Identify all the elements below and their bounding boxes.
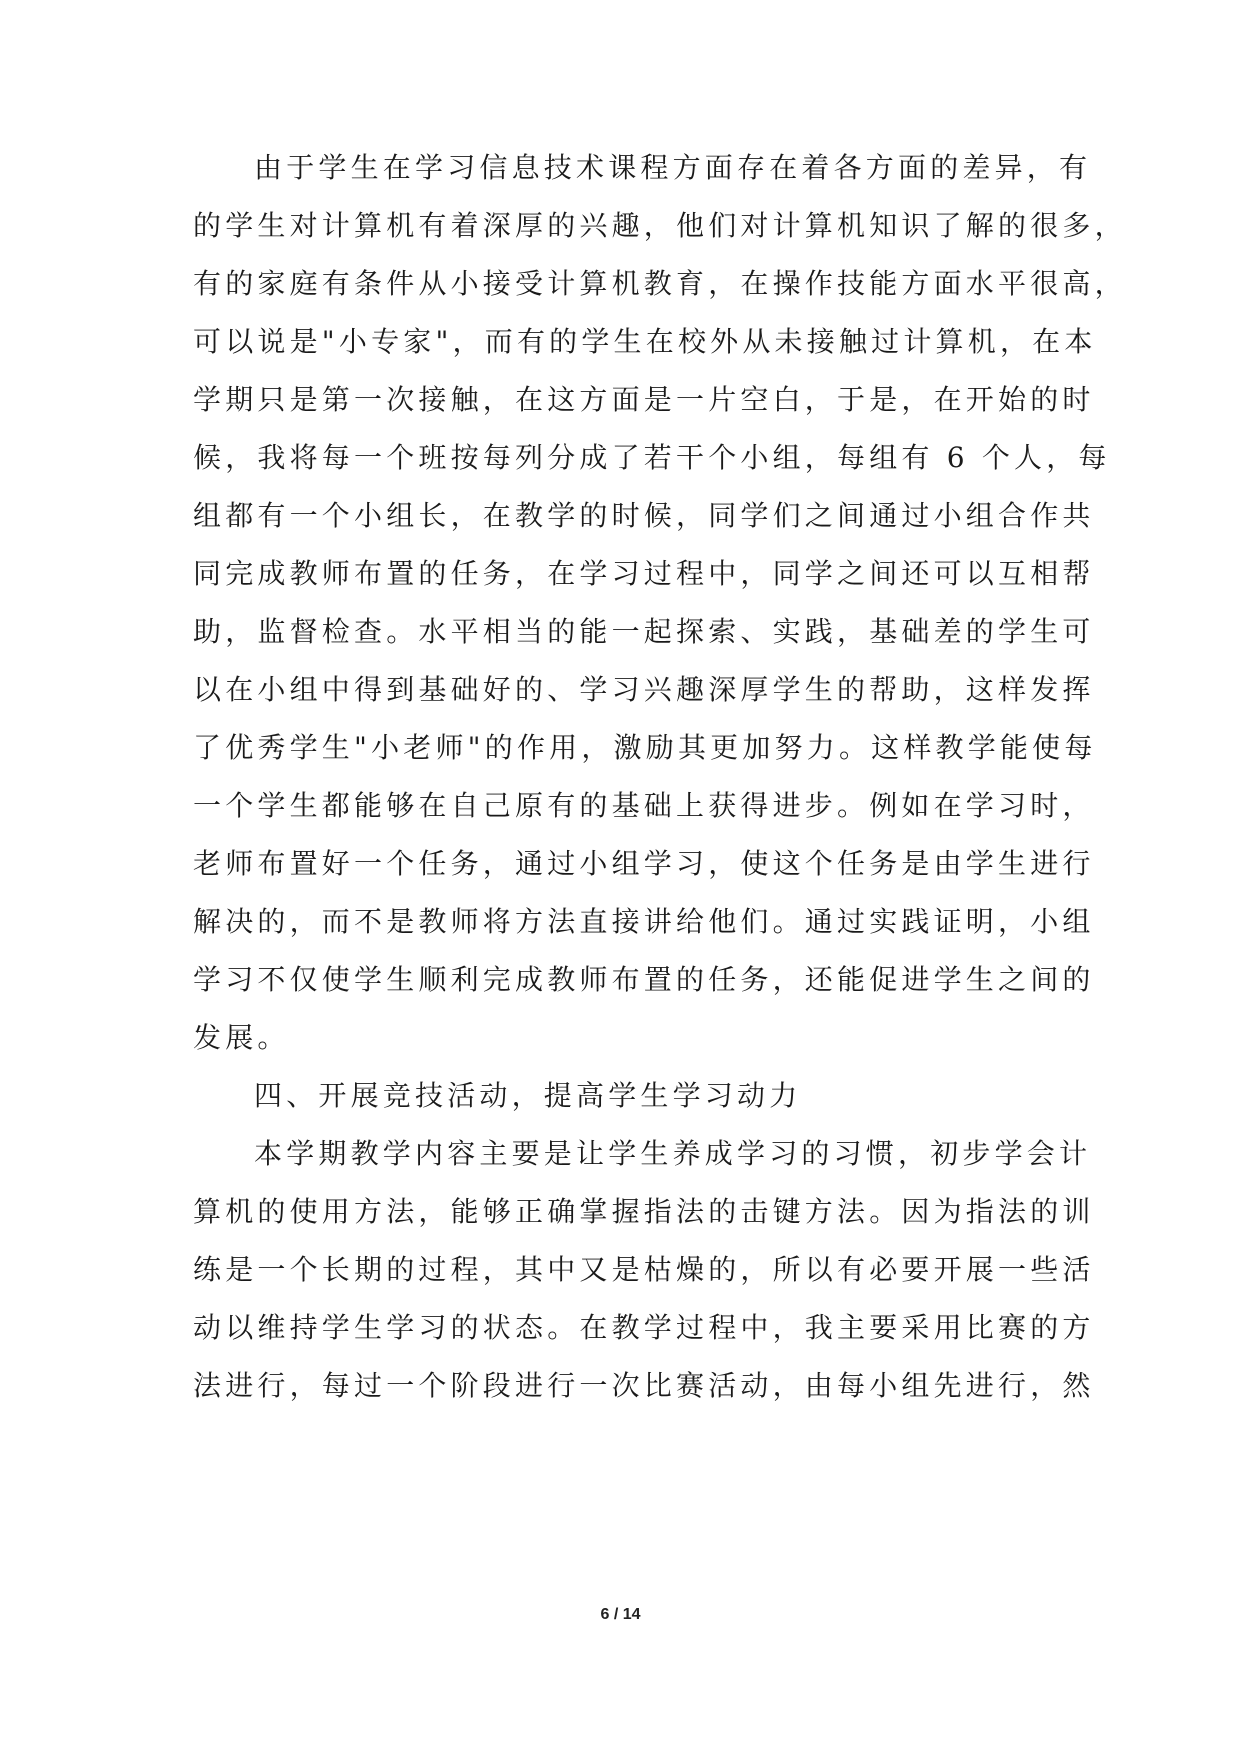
paragraph-line: 可以说是"小专家"，而有的学生在校外从未接触过计算机，在本 (193, 325, 1097, 358)
paragraph-line: 由于学生在学习信息技术课程方面存在着各方面的差异，有 (254, 151, 1092, 184)
paragraph-line: 老师布置好一个任务，通过小组学习，使这个任务是由学生进行 (193, 847, 1095, 880)
paragraph-line: 候，我将每一个班按每列分成了若干个小组，每组有 6 个人，每 (193, 441, 1111, 474)
paragraph-line: 动以维持学生学习的状态。在教学过程中，我主要采用比赛的方 (193, 1311, 1095, 1344)
paragraph-line: 算机的使用方法，能够正确掌握指法的击键方法。因为指法的训 (193, 1195, 1095, 1228)
paragraph-line: 了优秀学生"小老师"的作用，激励其更加努力。这样教学能使每 (193, 731, 1097, 764)
paragraph-line: 学期只是第一次接触，在这方面是一片空白，于是，在开始的时 (193, 383, 1095, 416)
paragraph-line: 一个学生都能够在自己原有的基础上获得进步。例如在学习时， (193, 789, 1095, 822)
paragraph-line: 同完成教师布置的任务，在学习过程中，同学之间还可以互相帮 (193, 557, 1095, 590)
paragraph-line: 发展。 (193, 1021, 290, 1054)
paragraph-line: 的学生对计算机有着深厚的兴趣，他们对计算机知识了解的很多， (193, 209, 1127, 242)
paragraph-line: 有的家庭有条件从小接受计算机教育，在操作技能方面水平很高， (193, 267, 1127, 300)
paragraph-line: 学习不仅使学生顺利完成教师布置的任务，还能促进学生之间的 (193, 963, 1095, 996)
paragraph-line: 练是一个长期的过程，其中又是枯燥的，所以有必要开展一些活 (193, 1253, 1095, 1286)
paragraph-line: 以在小组中得到基础好的、学习兴趣深厚学生的帮助，这样发挥 (193, 673, 1095, 706)
paragraph-line: 解决的，而不是教师将方法直接讲给他们。通过实践证明，小组 (193, 905, 1095, 938)
paragraph-line: 组都有一个小组长，在教学的时候，同学们之间通过小组合作共 (193, 499, 1095, 532)
section-heading: 四、开展竞技活动，提高学生学习动力 (254, 1079, 802, 1112)
paragraph-line: 本学期教学内容主要是让学生养成学习的习惯，初步学会计 (254, 1137, 1092, 1170)
paragraph-line: 法进行，每过一个阶段进行一次比赛活动，由每小组先进行，然 (193, 1369, 1095, 1402)
paragraph-line: 助，监督检查。水平相当的能一起探索、实践，基础差的学生可 (193, 615, 1095, 648)
page-number: 6 / 14 (600, 1606, 641, 1623)
